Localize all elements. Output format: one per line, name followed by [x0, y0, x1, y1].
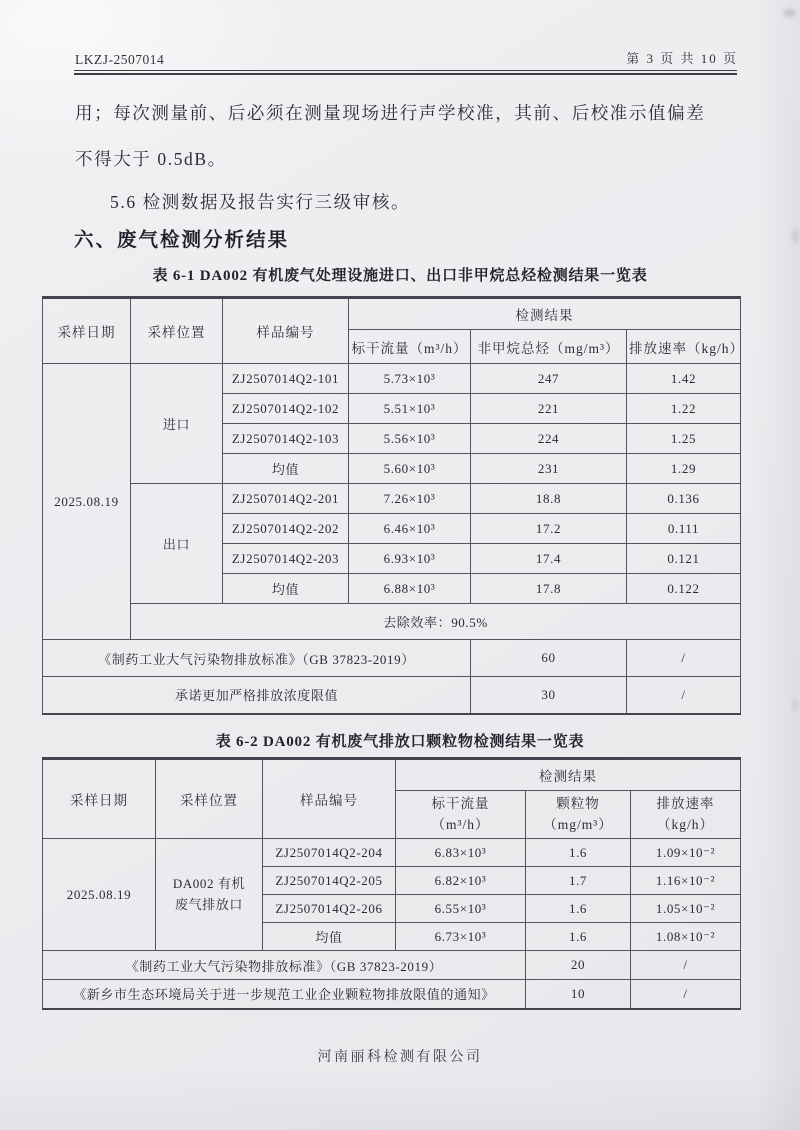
table-6-2-title: 表 6-2 DA002 有机废气排放口颗粒物检测结果一览表 — [215, 734, 585, 750]
sample-number-cell: ZJ2507014Q2-204 — [263, 839, 396, 867]
particulate-value-cell: 1.7 — [526, 867, 631, 895]
rate-value-cell: 1.25 — [627, 424, 741, 454]
flow-value-cell: 6.93×10³ — [349, 544, 471, 574]
flow-value-cell: 5.60×10³ — [349, 454, 471, 484]
sampling-date-cell: 2025.08.19 — [43, 364, 131, 640]
header-line: （mg/m³） — [543, 816, 613, 832]
nmhc-value-cell: 231 — [471, 454, 627, 484]
header-line: 标干流量 — [431, 795, 490, 811]
page-number-indicator: 第 3 页 共 10 页 — [626, 51, 738, 66]
rate-value-cell: 1.08×10⁻² — [631, 923, 741, 951]
limit-value-cell: 60 — [471, 640, 627, 677]
table-6-2-particulate-results — [42, 757, 741, 1010]
column-header-date: 采样日期 — [43, 298, 131, 364]
flow-value-cell: 5.51×10³ — [349, 394, 471, 424]
table-row — [43, 604, 741, 640]
removal-efficiency-cell: 去除效率：90.5% — [131, 604, 741, 640]
nmhc-value-cell: 17.2 — [471, 514, 627, 544]
inlet-position-cell: 进口 — [131, 364, 223, 484]
flow-value-cell: 6.83×10³ — [396, 839, 526, 867]
column-header-sample: 样品编号 — [263, 759, 396, 839]
nmhc-value-cell: 17.8 — [471, 574, 627, 604]
header-double-rule — [74, 70, 737, 75]
particulate-value-cell: 1.6 — [526, 923, 631, 951]
limit-value-cell: 10 — [526, 980, 631, 1009]
header-line: （m³/h） — [431, 816, 490, 832]
table-row — [43, 980, 741, 1009]
column-header-position: 采样位置 — [131, 298, 223, 364]
scan-artifact — [792, 698, 798, 712]
particulate-value-cell: 1.6 — [526, 895, 631, 923]
flow-value-cell: 5.56×10³ — [349, 424, 471, 454]
rate-value-cell: 1.42 — [627, 364, 741, 394]
table-row — [43, 640, 741, 677]
company-name-footer: 河南丽科检测有限公司 — [317, 1050, 483, 1065]
sample-number-cell: ZJ2507014Q2-101 — [223, 364, 349, 394]
table-row — [43, 677, 741, 714]
paragraph-line: 5.6 检测数据及报告实行三级审核。 — [110, 192, 411, 212]
scan-artifact — [792, 228, 799, 244]
rate-value-cell: 0.136 — [627, 484, 741, 514]
scan-edge-shadow — [754, 0, 800, 1130]
column-header-date: 采样日期 — [43, 759, 156, 839]
position-line: DA002 有机 — [172, 876, 246, 892]
rate-value-cell: 0.111 — [627, 514, 741, 544]
column-header-result-group: 检测结果 — [349, 298, 741, 330]
rate-value-cell: 1.05×10⁻² — [631, 895, 741, 923]
table-row — [43, 839, 741, 867]
table-row — [43, 951, 741, 980]
position-line: 废气排放口 — [174, 896, 243, 912]
rate-value-cell: 0.121 — [627, 544, 741, 574]
outlet-position-cell — [156, 839, 263, 951]
rate-value-cell: 1.16×10⁻² — [631, 867, 741, 895]
particulate-value-cell: 1.6 — [526, 839, 631, 867]
column-header-flow: 标干流量（m³/h） — [349, 330, 471, 364]
mean-label-cell: 均值 — [263, 923, 396, 951]
standard-reference-cell: 《制药工业大气污染物排放标准》（GB 37823-2019） — [43, 640, 471, 677]
sample-number-cell: ZJ2507014Q2-203 — [223, 544, 349, 574]
limit-rate-cell: / — [631, 980, 741, 1009]
header-line: 颗粒物 — [556, 795, 600, 811]
nmhc-value-cell: 221 — [471, 394, 627, 424]
sample-number-cell: ZJ2507014Q2-102 — [223, 394, 349, 424]
sample-number-cell: ZJ2507014Q2-206 — [263, 895, 396, 923]
nmhc-value-cell: 18.8 — [471, 484, 627, 514]
paragraph-line: 不得大于 0.5dB。 — [75, 149, 227, 169]
column-header-result-group: 检测结果 — [396, 759, 741, 791]
rate-value-cell: 1.09×10⁻² — [631, 839, 741, 867]
flow-value-cell: 6.82×10³ — [396, 867, 526, 895]
sample-number-cell: ZJ2507014Q2-205 — [263, 867, 396, 895]
paragraph-line: 用；每次测量前、后必须在测量现场进行声学校准，其前、后校准示值偏差 — [75, 103, 706, 123]
column-header-sample: 样品编号 — [223, 298, 349, 364]
scan-artifact — [783, 9, 796, 17]
nmhc-value-cell: 224 — [471, 424, 627, 454]
nmhc-value-cell: 17.4 — [471, 544, 627, 574]
flow-value-cell: 6.73×10³ — [396, 923, 526, 951]
limit-rate-cell: / — [627, 640, 741, 677]
document-number: LKZJ-2507014 — [75, 52, 165, 67]
table-row — [43, 759, 741, 791]
limit-value-cell: 20 — [526, 951, 631, 980]
flow-value-cell: 6.55×10³ — [396, 895, 526, 923]
notice-reference-cell: 《新乡市生态环境局关于进一步规范工业企业颗粒物排放限值的通知》 — [43, 980, 526, 1009]
header-line: 排放速率 — [656, 795, 715, 811]
limit-rate-cell: / — [631, 951, 741, 980]
sample-number-cell: ZJ2507014Q2-201 — [223, 484, 349, 514]
standard-reference-cell: 《制药工业大气污染物排放标准》（GB 37823-2019） — [43, 951, 526, 980]
column-header-particulate — [526, 791, 631, 839]
column-header-nmhc: 非甲烷总烃（mg/m³） — [471, 330, 627, 364]
nmhc-value-cell: 247 — [471, 364, 627, 394]
sample-number-cell: ZJ2507014Q2-103 — [223, 424, 349, 454]
scan-bottom-shadow — [0, 1070, 800, 1130]
rate-value-cell: 1.22 — [627, 394, 741, 424]
sampling-date-cell: 2025.08.19 — [43, 839, 156, 951]
header-line: （kg/h） — [656, 816, 714, 832]
rate-value-cell: 0.122 — [627, 574, 741, 604]
column-header-flow — [396, 791, 526, 839]
sample-number-cell: ZJ2507014Q2-202 — [223, 514, 349, 544]
mean-label-cell: 均值 — [223, 574, 349, 604]
table-row — [43, 484, 741, 514]
table-6-1-nmhc-results — [42, 296, 745, 715]
rate-value-cell: 1.29 — [627, 454, 741, 484]
flow-value-cell: 6.88×10³ — [349, 574, 471, 604]
table-row — [43, 364, 741, 394]
table-row — [43, 298, 741, 330]
section-heading: 六、废气检测分析结果 — [74, 230, 290, 251]
flow-value-cell: 5.73×10³ — [349, 364, 471, 394]
flow-value-cell: 7.26×10³ — [349, 484, 471, 514]
outlet-position-cell: 出口 — [131, 484, 223, 604]
flow-value-cell: 6.46×10³ — [349, 514, 471, 544]
column-header-rate — [631, 791, 741, 839]
column-header-position: 采样位置 — [156, 759, 263, 839]
commitment-limit-cell: 承诺更加严格排放浓度限值 — [43, 677, 471, 714]
column-header-rate: 排放速率（kg/h） — [627, 330, 741, 364]
table-6-1-title: 表 6-1 DA002 有机废气处理设施进口、出口非甲烷总烃检测结果一览表 — [152, 268, 648, 284]
mean-label-cell: 均值 — [223, 454, 349, 484]
limit-value-cell: 30 — [471, 677, 627, 714]
limit-rate-cell: / — [627, 677, 741, 714]
